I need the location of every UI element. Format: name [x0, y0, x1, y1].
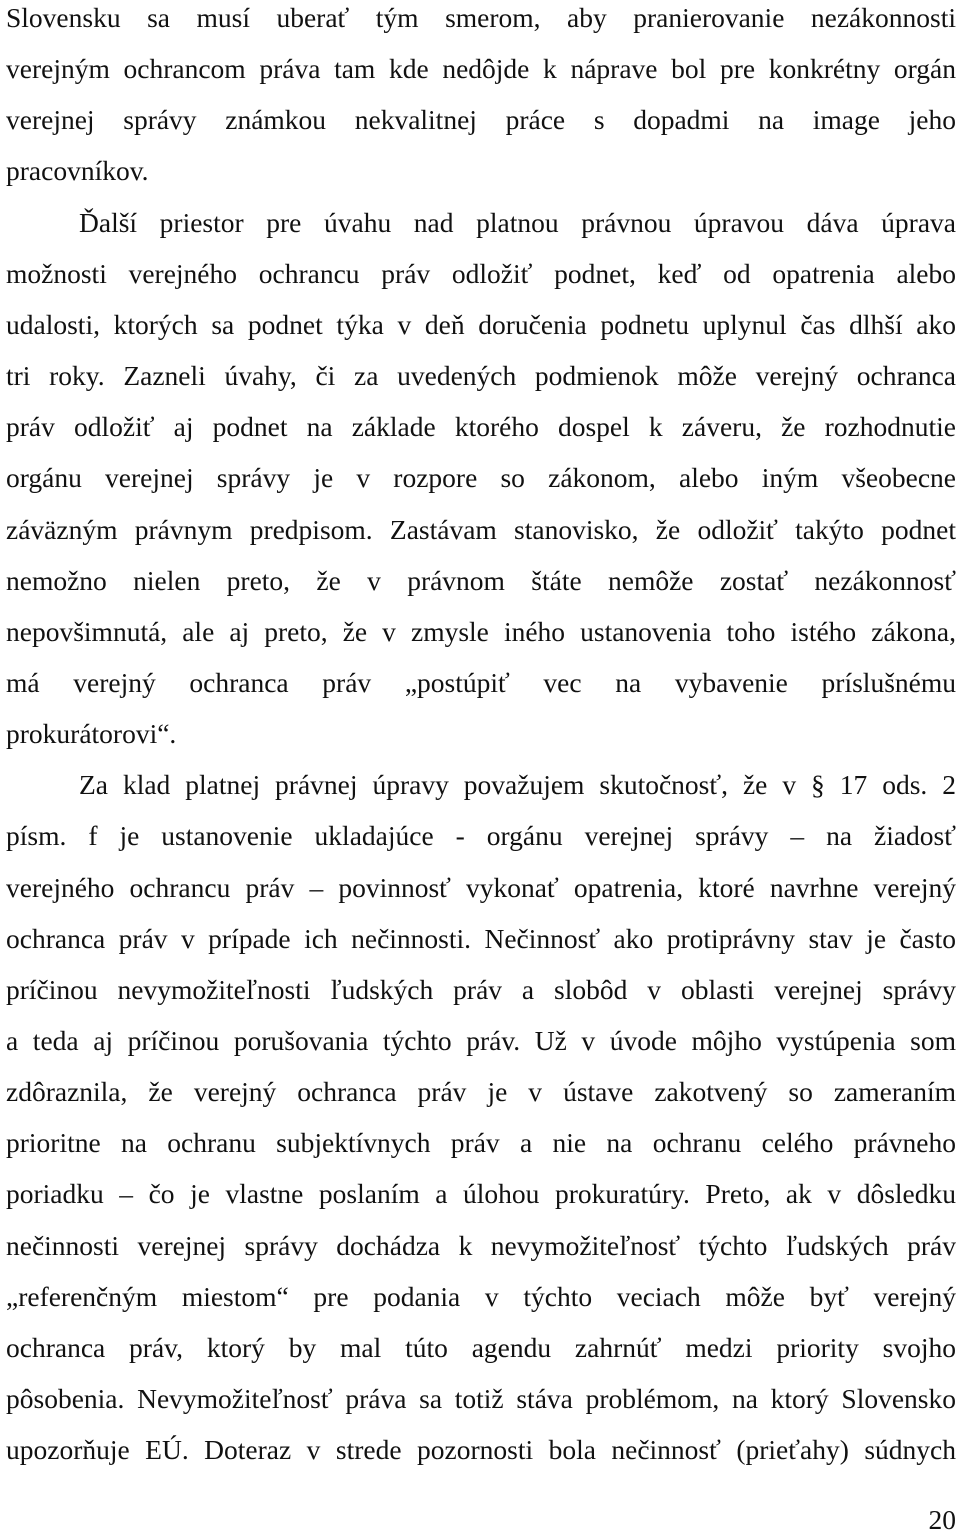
text-line: práv odložiť aj podnet na základe ktorého dospel k záveru, že rozhodnutie: [6, 411, 956, 443]
text-line: možnosti verejného ochrancu práv odložiť podnet, keď od opatrenia alebo: [6, 257, 956, 289]
text-line: orgánu verejnej správy je v rozpore so zákonom, alebo iným všeobecne: [6, 462, 956, 494]
text-line: prokurátorovi“.: [6, 718, 177, 750]
text-line: tri roky. Zazneli úvahy, či za uvedených podmienok môže verejný ochranca: [6, 360, 956, 392]
text-line: verejného ochrancu práv – povinnosť vykonať opatrenia, ktoré navrhne verejný: [6, 871, 956, 903]
text-line: Slovensku sa musí uberať tým smerom, aby pranierovanie nezákonnosti: [6, 2, 956, 33]
page-number: 20: [928, 1504, 956, 1535]
text-line: upozorňuje EÚ. Doteraz v strede pozornosti bola nečinnosť (prieťahy) súdnych: [6, 1434, 956, 1466]
text-line: Za klad platnej právnej úpravy považujem skutočnosť, že v § 17 ods. 2: [79, 769, 956, 801]
text-line: záväzným právnym predpisom. Zastávam stanovisko, že odložiť takýto podnet: [6, 513, 956, 545]
text-line: nepovšimnutá, ale aj preto, že v zmysle iného ustanovenia toho istého zákona,: [6, 615, 956, 647]
text-line: prioritne na ochranu subjektívnych práv a nie na ochranu celého právneho: [6, 1127, 956, 1159]
text-line: má verejný ochranca práv „postúpiť vec na vybavenie príslušnému: [6, 666, 956, 698]
text-line: verejným ochrancom práva tam kde nedôjde k náprave bol pre konkrétny orgán: [6, 53, 956, 85]
text-line: nemožno nielen preto, že v právnom štáte nemôže zostať nezákonnosť: [6, 564, 956, 596]
text-line: a teda aj príčinou porušovania týchto práv. Už v úvode môjho vystúpenia som: [6, 1025, 956, 1056]
text-line: pracovníkov.: [6, 155, 149, 187]
text-line: udalosti, ktorých sa podnet týka v deň doručenia podnetu uplynul čas dlhší ako: [6, 308, 956, 340]
text-line: nečinnosti verejnej správy dochádza k nevymožiteľnosť týchto ľudských práv: [6, 1229, 956, 1261]
text-line: písm. f je ustanovenie ukladajúce - orgánu verejnej správy – na žiadosť: [6, 820, 956, 852]
text-line: „referenčným miestom“ pre podania v týchto veciach môže byť verejný: [6, 1280, 956, 1312]
text-line: ochranca práv v prípade ich nečinnosti. Nečinnosť ako protiprávny stav je často: [6, 922, 956, 954]
text-line: príčinou nevymožiteľnosti ľudských práv a slobôd v oblasti verejnej správy: [6, 973, 956, 1005]
text-line: zdôraznila, že verejný ochranca práv je v ústave zakotvený so zameraním: [6, 1076, 956, 1108]
text-line: verejnej správy známkou nekvalitnej práce s dopadmi na image jeho: [6, 104, 956, 136]
text-line: poriadku – čo je vlastne poslaním a úlohou prokuratúry. Preto, ak v dôsledku: [6, 1178, 956, 1210]
text-line: ochranca práv, ktorý by mal túto agendu zahrnúť medzi priority svojho: [6, 1331, 956, 1363]
text-line: Ďalší priestor pre úvahu nad platnou právnou úpravou dáva úprava: [79, 206, 956, 238]
text-line: pôsobenia. Nevymožiteľnosť práva sa totiž stáva problémom, na ktorý Slovensko: [6, 1383, 956, 1415]
